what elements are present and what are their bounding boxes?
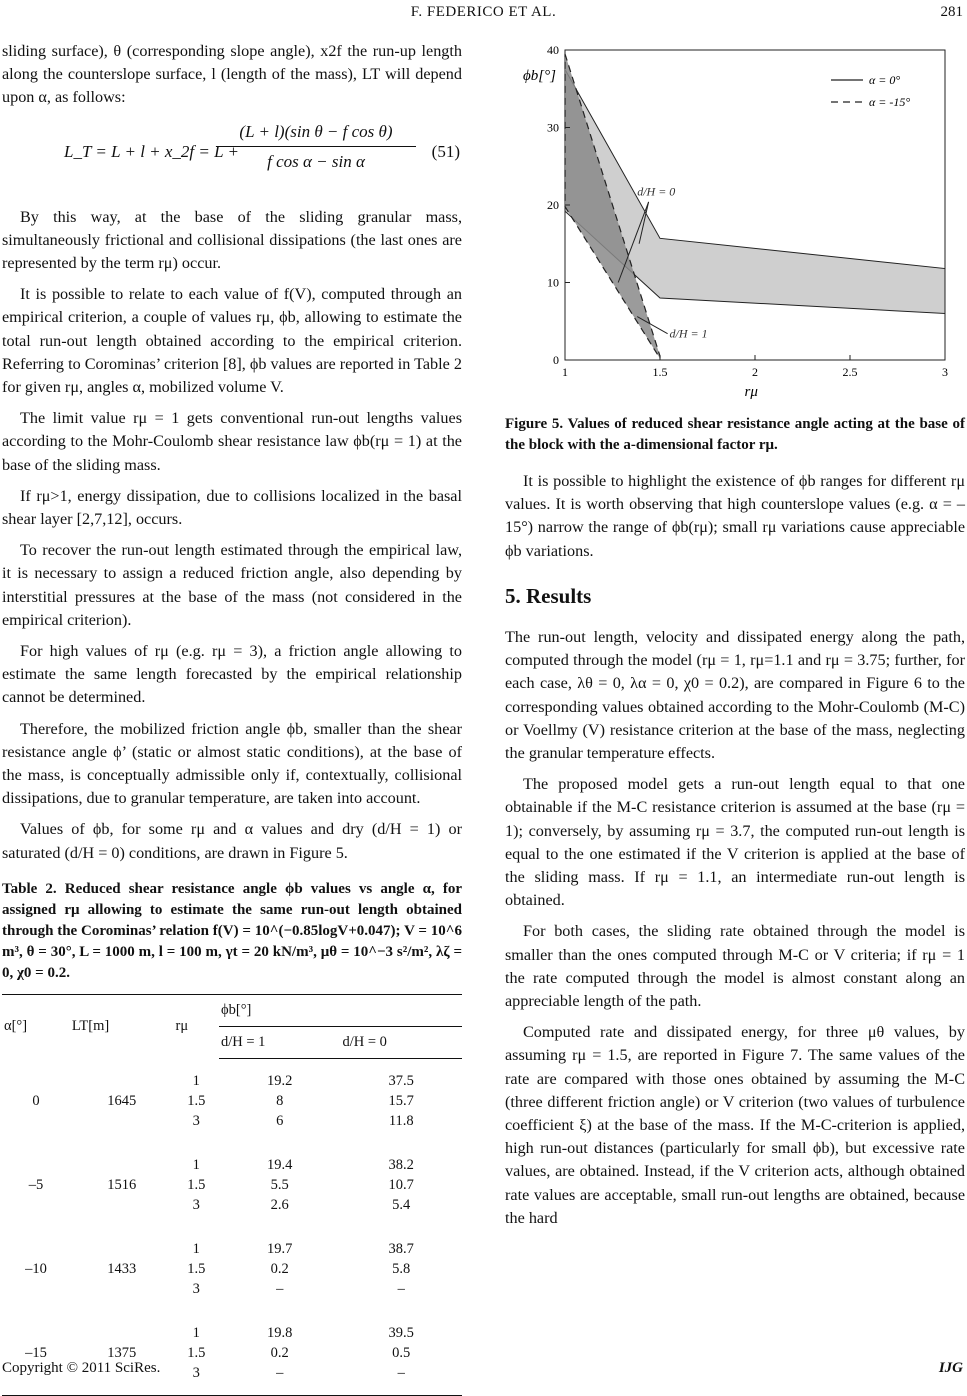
paragraph: sliding surface), θ (corresponding slope angle), x2f the run-up length along the counterslope surface, l (length of the mass), LT will depend upon α, as follows: — [2, 42, 462, 107]
cell-alpha: –15 — [2, 1311, 70, 1396]
table-2 — [2, 994, 462, 1396]
x-axis-label: rμ — [744, 384, 758, 400]
table-caption: Table 2. Reduced shear resistance angle ϕb values vs angle α, for assigned rμ allowing to estimate the same run-out length obtained through the Corominas’ relation f(V) = 10^(−0.85logV+0.047); V = 10^6 m³, θ = 30°, L = 1000 m, l = 100 m, γt = 20 kN/m³, μθ = 10^−3 s²/m², λζ = 0, χ0 = 0.2. — [2, 880, 462, 981]
cell-r: 1 1.5 3 — [174, 1311, 219, 1396]
cell-r: 1 1.5 3 — [187, 1157, 206, 1214]
cell-r: 1 1.5 3 — [187, 1073, 206, 1130]
paragraph: The proposed model gets a run-out length equal to that one obtainable if the M-C resistance criterion is assumed at the base (rμ = 1); conversely, by assuming rμ = 3.7, the computed run-out length is equal to the one estimated if the V criterion is applied at the base of the sliding mass. If rμ = 1.1, an intermediate run-out length is obtained. — [505, 775, 965, 910]
x-tick-label: 2.5 — [842, 365, 858, 379]
y-tick-label: 20 — [547, 198, 559, 212]
cell-saturated: 38.2 10.7 5.4 — [388, 1157, 414, 1214]
col-header-lt: LT[m] — [70, 994, 174, 1058]
figure-5-chart — [505, 40, 965, 406]
paragraph: If rμ>1, energy dissipation, due to collisions localized in the basal shear layer [2,7,12], occurs. — [2, 486, 462, 529]
legend-label: α = 0° — [869, 73, 901, 87]
equation-number: (51) — [431, 141, 460, 161]
cell-saturated: 37.5 15.7 11.8 — [388, 1073, 414, 1130]
x-tick-label: 2 — [752, 365, 758, 379]
table-row — [2, 1311, 462, 1396]
cell-dry: 19.2 8 6 — [267, 1073, 293, 1130]
right-column — [505, 40, 965, 1238]
cell-dry: 19.4 5.5 2.6 — [267, 1157, 293, 1214]
paragraph: The run-out length, velocity and dissipated energy along the path, computed through the model (rμ = 1, rμ=1.1 and rμ = 3.75; further, for each case, λθ = 0, λα = 0, χ0 = 0.2), are compared in Figure 6 to the corresponding values obtained according to the Mohr-Coulomb (M-C) or Voellmy (V) resistance criterion at the base of the mass, neglecting the granular temperature effects. — [505, 628, 965, 763]
journal-abbrev: IJG — [938, 1360, 963, 1376]
cell-lt: 1516 — [107, 1177, 137, 1194]
equation-fraction — [214, 120, 418, 173]
col-header-alpha: α[°] — [2, 994, 70, 1058]
table-header-row — [2, 994, 462, 1026]
cell-saturated: 39.5 0.5 – — [340, 1311, 462, 1396]
col-header-r: rμ — [174, 994, 219, 1058]
table-row — [2, 1143, 462, 1227]
figure-5 — [505, 40, 965, 406]
cell-lt: 1645 — [107, 1093, 137, 1110]
paragraph: Values of ϕb, for some rμ and α values and dry (d/H = 1) or saturated (d/H = 0) conditions, are drawn in Figure 5. — [2, 820, 462, 862]
paragraph: For high values of rμ (e.g. rμ = 3), a friction angle allowing to estimate the same length forecasted by the empirical relationship cannot be determined. — [2, 642, 462, 707]
paragraph: Computed rate and dissipated energy, for three μθ values, by assuming rμ = 1.5, are reported in Figure 7. The same values of the rate are compared with those ones obtained by assuming the M-C (three different friction angle) or V criterion (two values of turbulence coefficient ξ) at the base of the mass. If the M-C-criterion is applied, high run-out distances (particularly for small ϕb), but excessive rate values, are obtained. Instead, if the V criterion acts, although obtained rate values are acceptable, small run-out lengths are obtained, because the hard — [505, 1023, 965, 1227]
running-head-authors: F. FEDERICO ET AL. — [410, 4, 557, 20]
paragraph: The limit value rμ = 1 gets conventional run-out lengths values according to the Mohr-Coulomb shear resistance law ϕb(rμ = 1) at the base of the sliding mass. — [2, 409, 462, 474]
table-row — [2, 1227, 462, 1311]
left-column — [2, 40, 462, 1396]
paragraph: Therefore, the mobilized friction angle ϕb, smaller than the shear resistance angle ϕ’ (static or almost static conditions), at the base of the mass, is conceptually admissible only if, contextually, collisional dissipations, due to granular temperature, are taken into account. — [2, 719, 462, 808]
cell-r: 1 1.5 3 — [187, 1241, 206, 1298]
running-head — [0, 0, 967, 26]
col-header-dry: d/H = 1 — [219, 1027, 340, 1059]
table-row — [2, 1059, 462, 1144]
cell-saturated: 38.7 5.8 – — [388, 1241, 414, 1298]
y-tick-label: 10 — [547, 275, 559, 290]
equation-denominator: f cos α − sin α — [267, 151, 365, 171]
y-tick-label: 0 — [553, 353, 559, 367]
equation-51 — [2, 118, 462, 194]
col-header-saturated: d/H = 0 — [340, 1027, 462, 1059]
section-title: 5. Results — [505, 583, 592, 608]
page-number: 281 — [940, 4, 963, 20]
cell-lt: 1375 — [70, 1311, 174, 1396]
annotation-dh1: d/H = 1 — [669, 326, 708, 341]
paragraph: By this way, at the base of the sliding granular mass, simultaneously frictional and collisional dissipations (the last ones are represented by the term rμ) occur. — [2, 207, 462, 273]
paragraph: To recover the run-out length estimated through the empirical law, it is necessary to assign a reduced friction angle, also depending by interstitial pressures at the base of the mass (not considered in the empirical criterion). — [2, 541, 462, 629]
col-header-phi: ϕb[°] — [219, 994, 462, 1026]
figure-caption: Figure 5. Values of reduced shear resistance angle acting at the base of the block with the a-dimensional factor rμ. — [505, 416, 965, 453]
y-axis-label: ϕb[°] — [523, 68, 556, 84]
x-tick-label: 1 — [562, 365, 568, 379]
x-tick-label: 3 — [942, 365, 948, 379]
paragraph: For both cases, the sliding rate obtained through the model is smaller than the ones computed through M-C or V criteria; if rμ = 1 the rate computed through the model is almost constant along an appreciable length of the path. — [505, 922, 965, 1011]
annotation-dh0: d/H = 0 — [637, 184, 676, 199]
cell-alpha: –10 — [25, 1261, 47, 1278]
y-tick-label: 30 — [547, 120, 559, 135]
cell-alpha: –5 — [28, 1177, 44, 1194]
equation-lhs: L_T = L + l + x_2f = L + — [64, 141, 239, 161]
y-tick-label: 40 — [547, 43, 559, 57]
paragraph: It is possible to highlight the existence of ϕb ranges for different rμ values. It is worth observing that high counterslope values (e.g. α = –15°) narrow the range of ϕb(rμ); small rμ variations cause appreciable ϕb variations. — [505, 472, 965, 560]
legend-label: α = -15° — [869, 95, 911, 109]
cell-alpha: 0 — [32, 1093, 40, 1110]
copyright: Copyright © 2011 SciRes. — [2, 1360, 161, 1376]
cell-dry: 19.8 0.2 – — [219, 1311, 340, 1396]
cell-dry: 19.7 0.2 – — [267, 1241, 293, 1298]
paragraph: It is possible to relate to each value of f(V), computed through an empirical criterion, a couple of values rμ, ϕb, allowing to estimate the total run-out length obtained according to the empirical criterion. Referring to Corominas’ criterion [8], ϕb values are reported in Table 2 for given rμ, angles α, mobilized volume V. — [2, 285, 462, 397]
x-tick-label: 1.5 — [652, 365, 668, 379]
equation-numerator: (L + l)(sin θ − f cos θ) — [239, 121, 393, 141]
cell-lt: 1433 — [107, 1261, 137, 1278]
